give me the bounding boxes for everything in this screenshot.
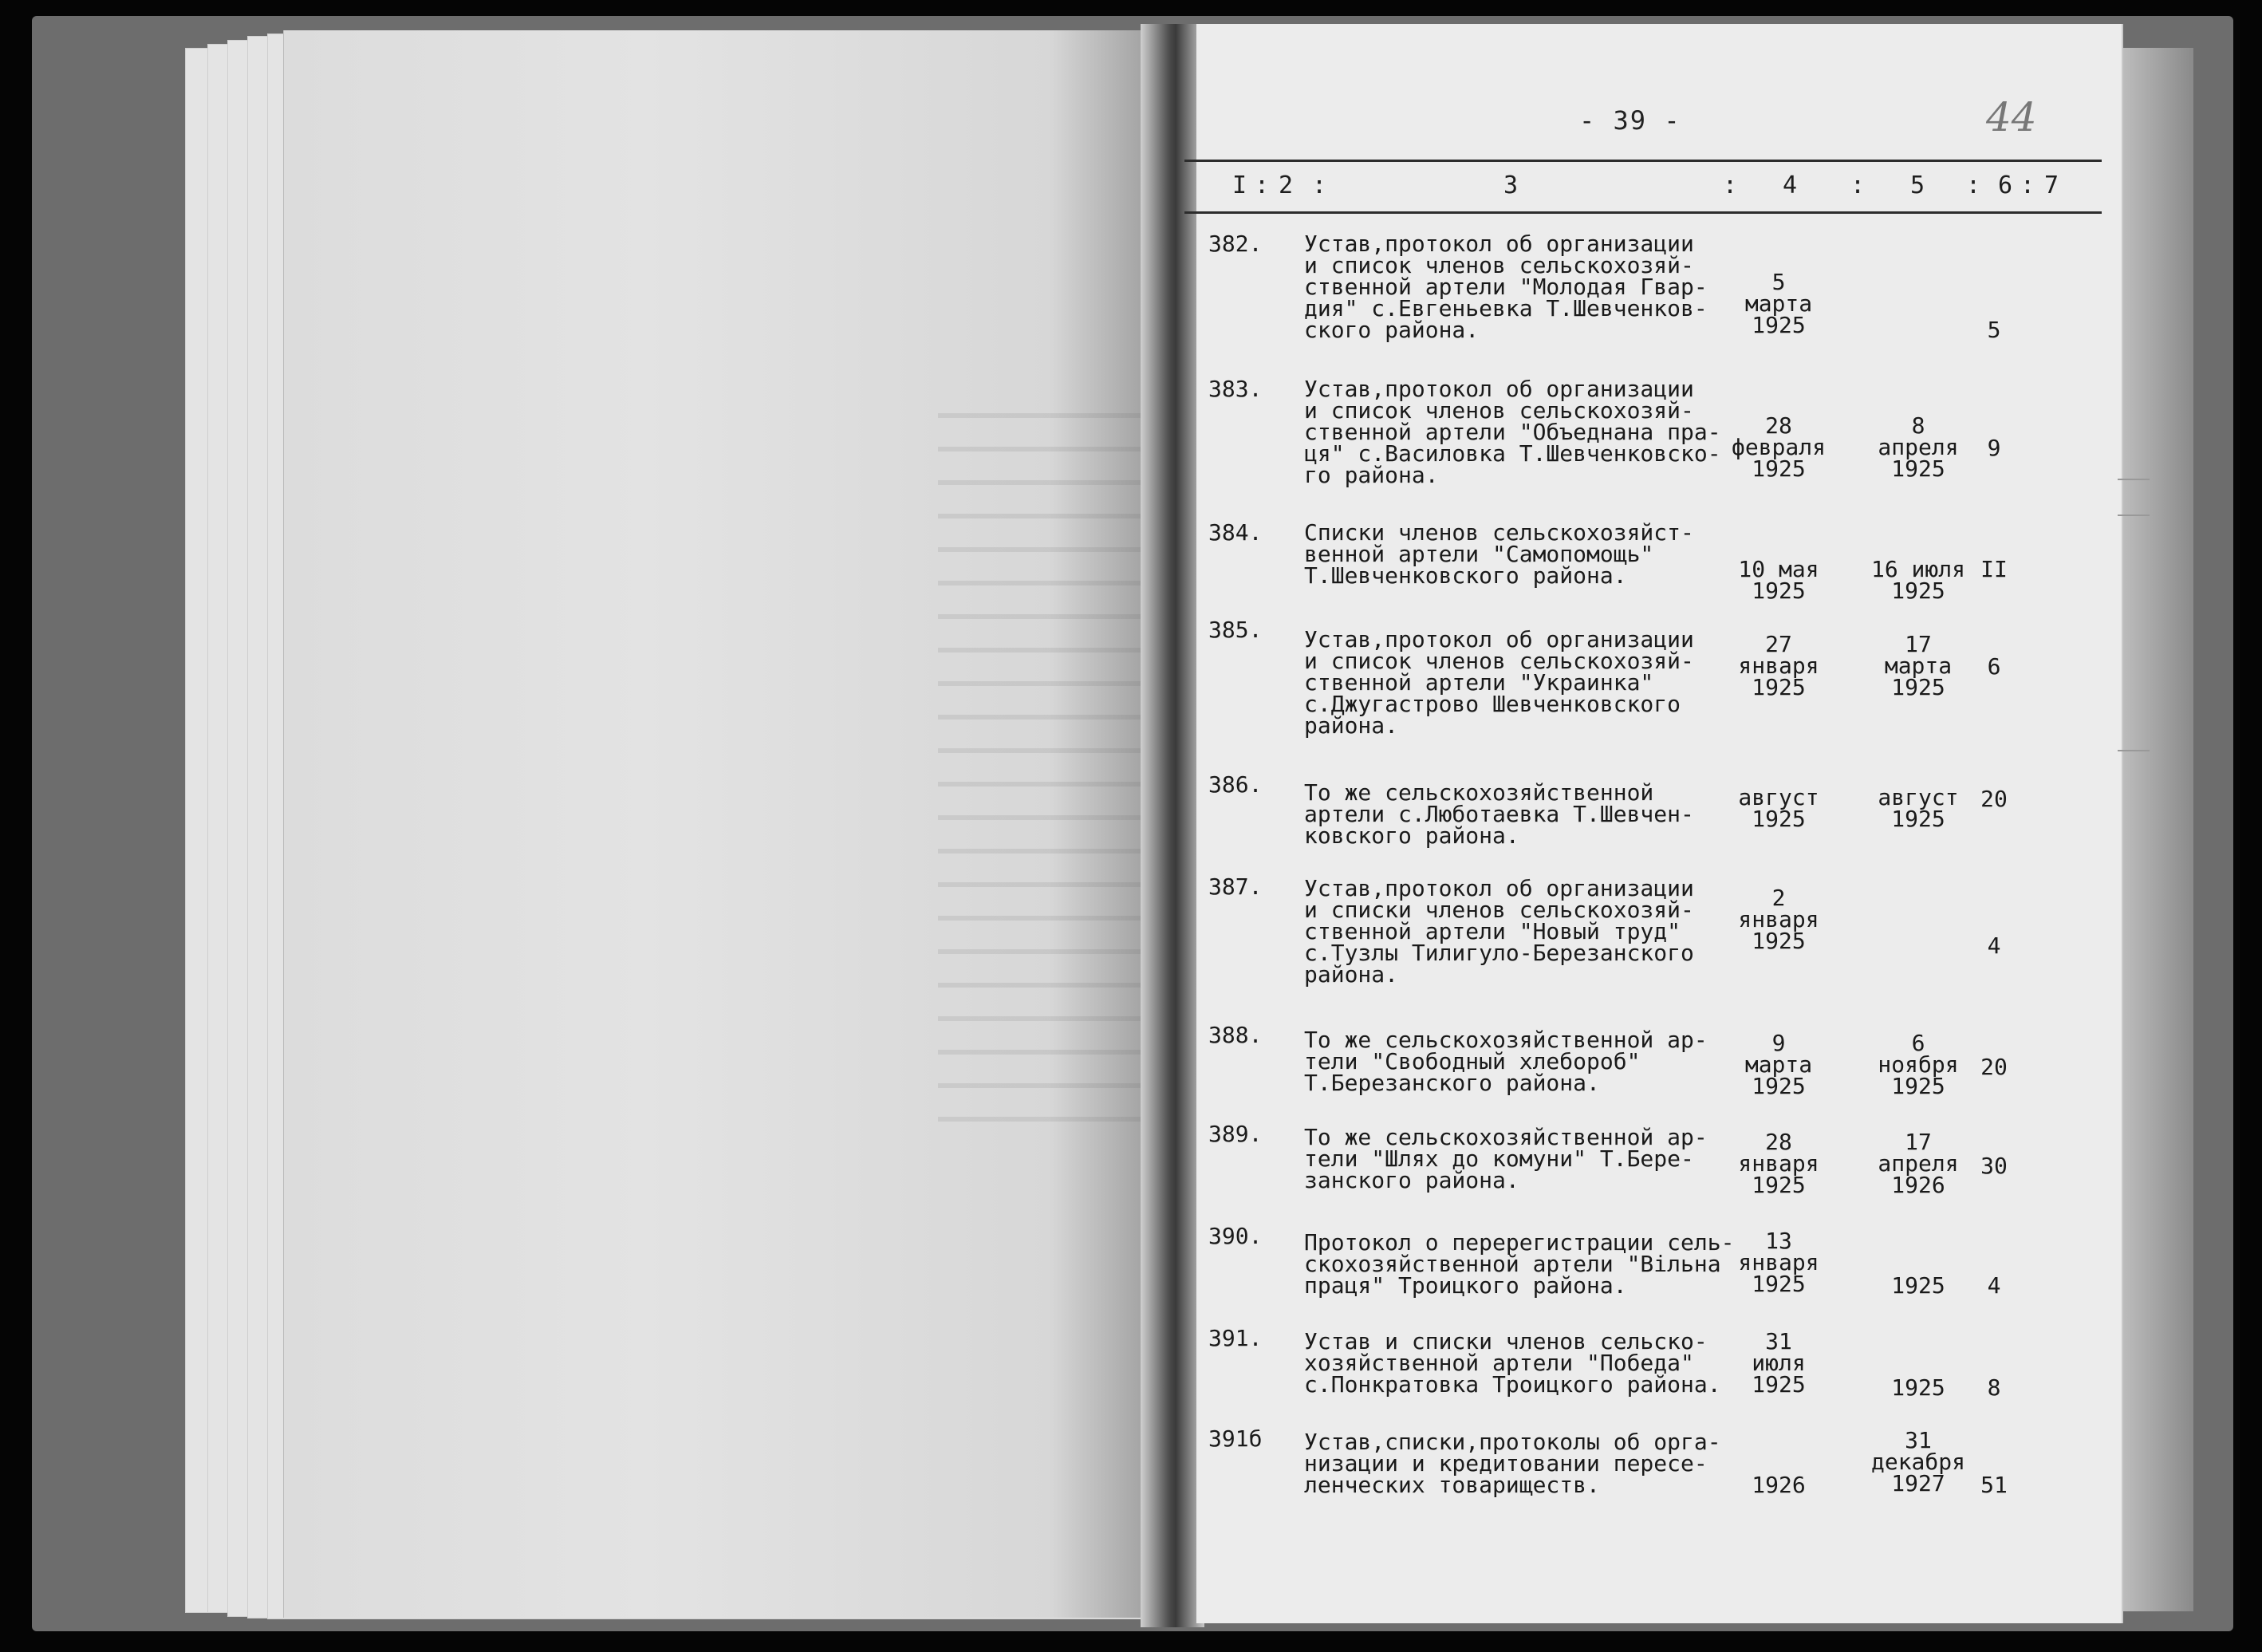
date-end: 16 июля 1925 bbox=[1870, 556, 1965, 604]
date-start: 10 мая 1925 bbox=[1738, 556, 1819, 604]
entry-description: Списки членов сельскохозяйст- венной артели "Самопомощь" Т.Шевченковского района. bbox=[1304, 519, 1694, 589]
entry-number: 386. bbox=[1208, 771, 1263, 798]
sheet-count: 6 bbox=[1987, 653, 2001, 680]
left-page bbox=[283, 30, 1185, 1618]
entry-description: Устав,протокол об организации и списки членов сельскохозяй- ственной артели "Новый труд" с.Тузлы Тилигуло-Березанского района. bbox=[1304, 875, 1694, 988]
date-start: 28 января 1925 bbox=[1738, 1129, 1819, 1198]
entry-number: 384. bbox=[1208, 519, 1263, 546]
page-number: - 39 - bbox=[1579, 105, 1681, 136]
entry-number: 390. bbox=[1208, 1223, 1263, 1249]
entry-description: Устав,списки,протоколы об орга- низации и кредитовании пересе- ленческих товариществ. bbox=[1304, 1429, 1721, 1498]
date-end: 17 марта 1925 bbox=[1884, 631, 1953, 700]
column-header: 5 bbox=[1910, 172, 1925, 199]
sheet-count: 4 bbox=[1987, 932, 2001, 959]
date-start: 2 января 1925 bbox=[1738, 885, 1819, 954]
column-separator: : bbox=[1966, 172, 1981, 199]
date-end: 31 декабря 1927 bbox=[1870, 1427, 1965, 1496]
date-start: 27 января 1925 bbox=[1738, 631, 1819, 700]
sheet-count: 5 bbox=[1987, 317, 2001, 343]
date-start: 28 февраля 1925 bbox=[1731, 412, 1826, 482]
entry-description: Устав,протокол об организации и список членов сельскохозяй- ственной артели "Молодая Гвар- дия" с.Евгеньевка Т.Шевченков- ского района. bbox=[1304, 231, 1708, 343]
column-header: 6 bbox=[1998, 172, 2013, 199]
column-header: 2 bbox=[1279, 172, 1294, 199]
page-edge bbox=[2122, 48, 2193, 1611]
date-end: 6 ноября 1925 bbox=[1878, 1030, 1959, 1099]
column-header: I bbox=[1232, 172, 1247, 199]
date-end: 17 апреля 1926 bbox=[1878, 1129, 1959, 1198]
column-header: 3 bbox=[1503, 172, 1519, 199]
entry-description: Протокол о перерегистрации сель- скохозяйственной артели "Вільна праця" Троицкого района. bbox=[1304, 1229, 1735, 1299]
date-start: 1926 bbox=[1752, 1472, 1806, 1498]
sheet-count: II bbox=[1980, 556, 2008, 582]
sheet-count: 9 bbox=[1987, 435, 2001, 461]
column-header: 4 bbox=[1783, 172, 1798, 199]
entry-number: 382. bbox=[1208, 231, 1263, 257]
entry-number: 391. bbox=[1208, 1325, 1263, 1351]
date-start: 13 января 1925 bbox=[1738, 1228, 1819, 1297]
entry-description: То же сельскохозяйственной ар- тели "Свободный хлебороб" Т.Березанского района. bbox=[1304, 1027, 1708, 1096]
entry-description: То же сельскохозяйственной ар- тели "Шлях до комуни" Т.Бере- занского района. bbox=[1304, 1124, 1708, 1193]
entry-description: Устав,протокол об организации и список членов сельскохозяй- ственной артели "Объеднана пра- ця" с.Василовка Т.Шевченковско- го района. bbox=[1304, 376, 1721, 488]
sheet-count: 20 bbox=[1980, 786, 2008, 812]
column-separator: : bbox=[1255, 172, 1270, 199]
sheet-number: 44 bbox=[1986, 94, 2037, 140]
date-start: 31 июля 1925 bbox=[1752, 1328, 1806, 1398]
sheet-count: 4 bbox=[1987, 1272, 2001, 1299]
column-separator: : bbox=[1723, 172, 1738, 199]
column-separator: : bbox=[1312, 172, 1327, 199]
table-header bbox=[1184, 160, 2102, 214]
sheet-count: 8 bbox=[1987, 1374, 2001, 1401]
date-end: 1925 bbox=[1891, 1272, 1945, 1299]
sheet-count: 30 bbox=[1980, 1153, 2008, 1179]
entry-description: Устав и списки членов сельско- хозяйственной артели "Победа" с.Понкратовка Троицкого района. bbox=[1304, 1328, 1721, 1398]
date-start: 9 марта 1925 bbox=[1744, 1030, 1813, 1099]
column-separator: : bbox=[2020, 172, 2035, 199]
date-end: 8 апреля 1925 bbox=[1878, 412, 1959, 482]
entry-number: 391б bbox=[1208, 1425, 1263, 1452]
edge-mark bbox=[2118, 750, 2150, 751]
date-start: 5 марта 1925 bbox=[1744, 269, 1813, 338]
entry-number: 387. bbox=[1208, 873, 1263, 900]
column-separator: : bbox=[1850, 172, 1866, 199]
date-start: август 1925 bbox=[1738, 784, 1819, 832]
entry-number: 383. bbox=[1208, 376, 1263, 402]
sheet-count: 51 bbox=[1980, 1472, 2008, 1498]
date-end: август 1925 bbox=[1878, 784, 1959, 832]
entry-number: 388. bbox=[1208, 1022, 1263, 1048]
entry-description: Устав,протокол об организации и список членов сельскохозяй- ственной артели "Украинка" с.Джугастрово Шевченковского района. bbox=[1304, 626, 1694, 739]
date-end: 1925 bbox=[1891, 1374, 1945, 1401]
entry-number: 385. bbox=[1208, 617, 1263, 643]
column-header: 7 bbox=[2044, 172, 2059, 199]
entry-number: 389. bbox=[1208, 1121, 1263, 1147]
edge-mark bbox=[2118, 515, 2150, 516]
entry-description: То же сельскохозяйственной артели с.Люботаевка Т.Шевчен- ковского района. bbox=[1304, 779, 1694, 849]
sheet-count: 20 bbox=[1980, 1054, 2008, 1080]
book-spine bbox=[1141, 24, 1204, 1627]
edge-mark bbox=[2118, 479, 2150, 480]
